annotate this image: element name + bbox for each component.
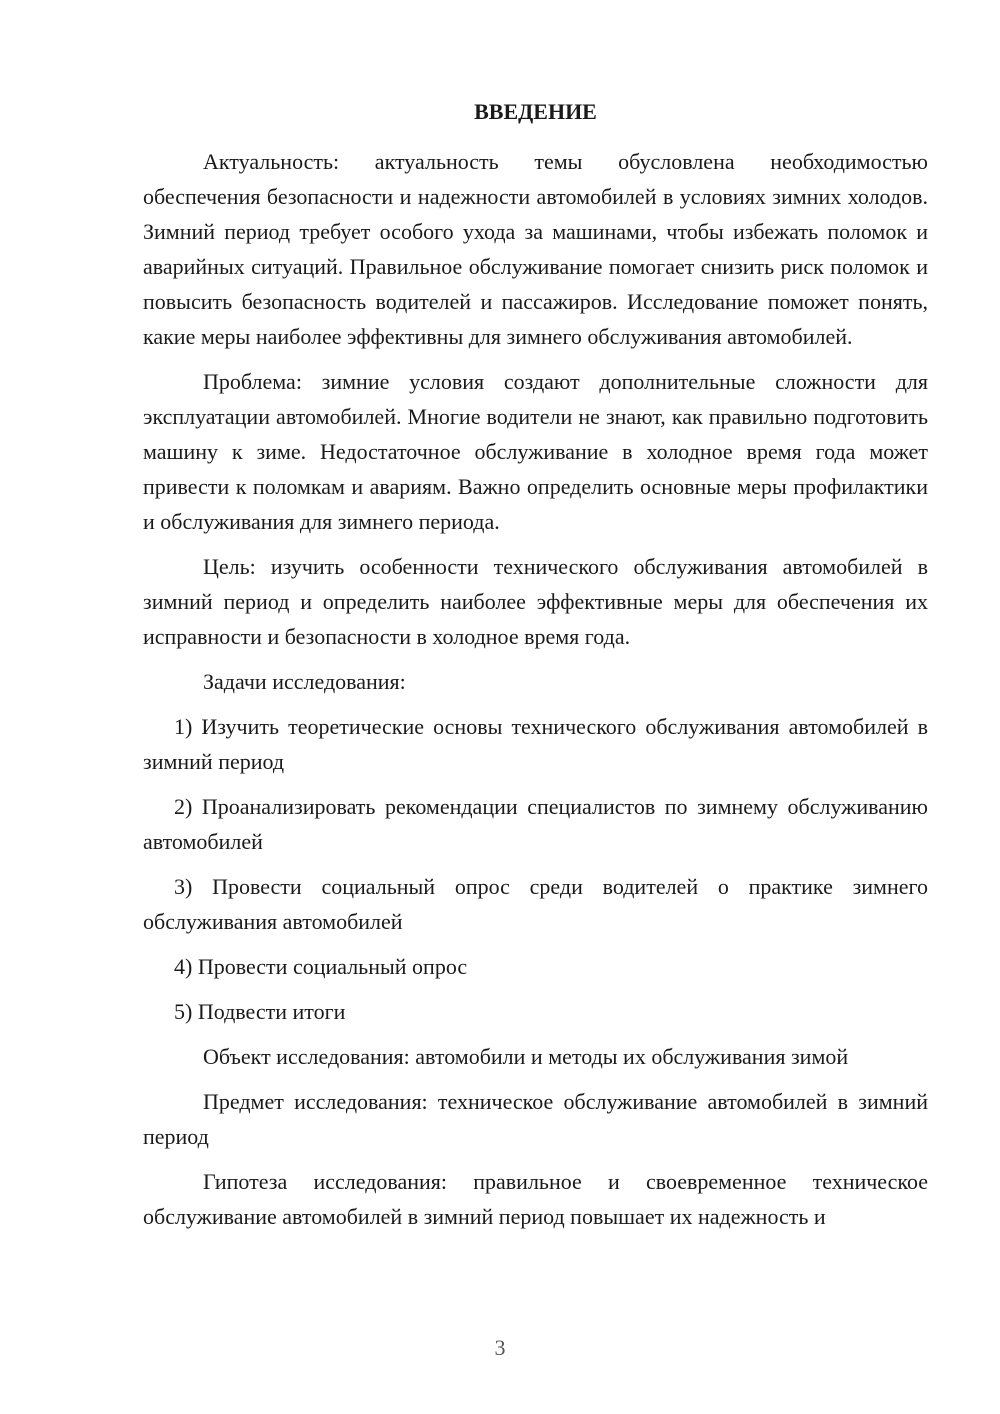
goal-paragraph: Цель: изучить особенности технического обслуживания автомобилей в зимний период и определить наиболее эффективные меры для обеспечения их исправности и безопасности в холодное время года. <box>143 554 928 649</box>
hypothesis-paragraph: Гипотеза исследования: правильное и своевременное техническое обслуживание автомобилей в зимний период повышает их надежность и <box>143 1169 928 1229</box>
relevance-paragraph: Актуальность: актуальность темы обусловлена необходимостью обеспечения безопасности и надежности автомобилей в условиях зимних холодов. Зимний период требует особого ухода за машинами, чтобы избежать поломок и аварийных ситуаций. Правильное обслуживание помогает снизить риск поломок и повысить безопасность водителей и пассажиров. Исследование поможет понять, какие меры наиболее эффективны для зимнего обслуживания автомобилей. <box>143 149 928 349</box>
task-item-4: 4) Провести социальный опрос <box>174 954 468 979</box>
page-number: 3 <box>494 1335 506 1360</box>
task-item-2: 2) Проанализировать рекомендации специалистов по зимнему обслуживанию автомобилей <box>143 794 928 854</box>
page-title: ВВЕДЕНИЕ <box>474 99 597 124</box>
task-item-3: 3) Провести социальный опрос среди водителей о практике зимнего обслуживания автомобилей <box>143 874 928 934</box>
problem-paragraph: Проблема: зимние условия создают дополнительные сложности для эксплуатации автомобилей. Многие водители не знают, как правильно подготовить машину к зиме. Недостаточное обслуживание в холодное время года может привести к поломкам и авариям. Важно определить основные меры профилактики и обслуживания для зимнего периода. <box>143 369 928 534</box>
tasks-heading: Задачи исследования: <box>203 669 406 694</box>
object-paragraph: Объект исследования: автомобили и методы их обслуживания зимой <box>203 1044 849 1069</box>
subject-paragraph: Предмет исследования: техническое обслуживание автомобилей в зимний период <box>143 1089 928 1149</box>
task-item-5: 5) Подвести итоги <box>174 999 346 1024</box>
task-item-1: 1) Изучить теоретические основы технического обслуживания автомобилей в зимний период <box>143 714 928 774</box>
